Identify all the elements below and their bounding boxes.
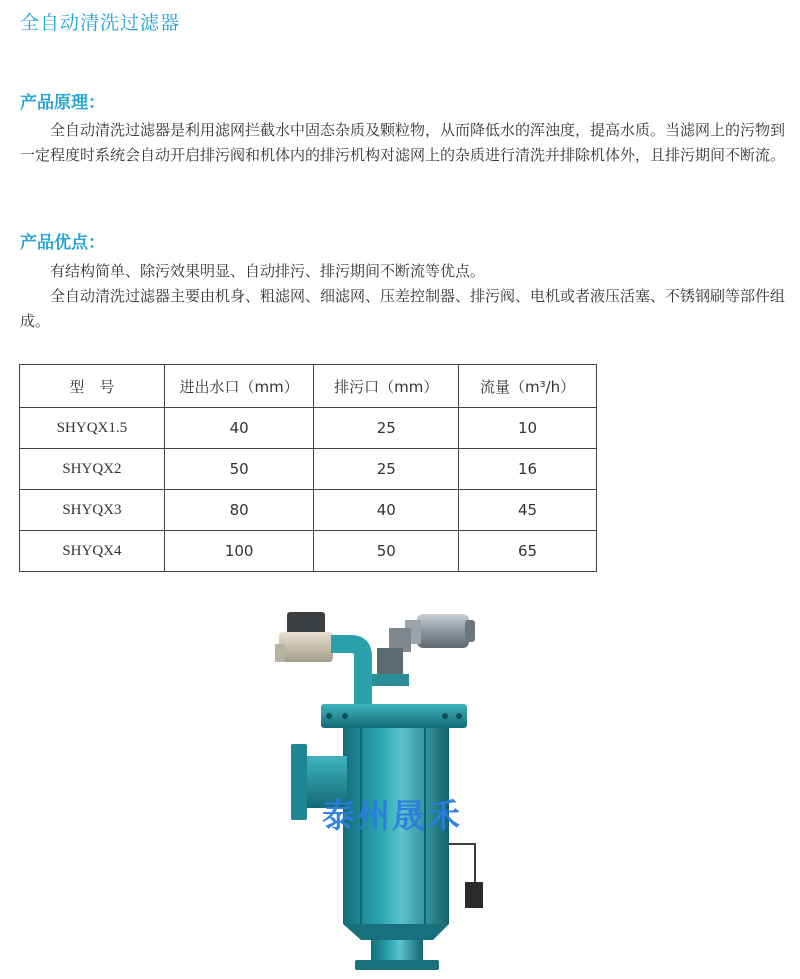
valve-body [279, 632, 333, 662]
cell-flow: 10 [459, 408, 597, 449]
cell-model: SHYQX2 [20, 449, 165, 490]
cell-inlet: 40 [164, 408, 314, 449]
motor-group [389, 614, 475, 652]
advantages-paragraph-1: 有结构简单、除污效果明显、自动排污、排污期间不断流等优点。 [50, 262, 486, 280]
motor-body [417, 614, 469, 648]
cell-inlet: 50 [164, 449, 314, 490]
watermark-text: 泰州晟禾 [322, 796, 462, 835]
drain-pipe [331, 644, 363, 704]
cell-model: SHYQX4 [20, 531, 165, 572]
header-drain: 排污口（mm） [314, 365, 459, 408]
table-row [20, 408, 597, 449]
cell-model: SHYQX1.5 [20, 408, 165, 449]
cell-flow: 65 [459, 531, 597, 572]
cell-model: SHYQX3 [20, 490, 165, 531]
valve-port [275, 644, 285, 662]
cell-drain: 25 [314, 408, 459, 449]
motor-cap [465, 620, 475, 642]
section-heading-advantages: 产品优点： [20, 233, 105, 253]
bottom-cone [343, 924, 449, 940]
cell-inlet: 80 [164, 490, 314, 531]
cell-inlet: 100 [164, 531, 314, 572]
cell-drain: 25 [314, 449, 459, 490]
top-collar [371, 674, 409, 686]
principle-paragraph: 全自动清洗过滤器是利用滤网拦截水中固态杂质及颗粒物，从而降低水的浑浊度，提高水质。当滤网上的污物到一定程度时系统会自动开启排污阀和机体内的排污机构对滤网上的杂质进行清洗并排除机体外，且排污期间不断流。 [20, 121, 786, 164]
filter-product-image [265, 604, 505, 972]
table-row [20, 449, 597, 490]
header-model: 型 号 [20, 365, 165, 408]
pressure-switch [465, 882, 483, 908]
table-row [20, 531, 597, 572]
header-flow: 流量（m³/h） [459, 365, 597, 408]
solenoid-head [287, 612, 325, 634]
cell-flow: 16 [459, 449, 597, 490]
advantages-text [20, 259, 790, 334]
table-row [20, 490, 597, 531]
cell-drain: 40 [314, 490, 459, 531]
spec-table [19, 364, 597, 572]
principle-text [20, 118, 790, 168]
top-shaft [377, 648, 403, 678]
drain-valve-group [275, 612, 333, 662]
inlet-flange [291, 744, 307, 820]
advantages-paragraph-2: 全自动清洗过滤器主要由机身、粗滤网、细滤网、压差控制器、排污阀、电机或者液压活塞、不锈钢刷等部件组成。 [20, 287, 786, 330]
section-heading-principle: 产品原理： [20, 93, 105, 113]
cell-flow: 45 [459, 490, 597, 531]
outlet-pipe [371, 940, 423, 962]
header-inlet: 进出水口（mm） [164, 365, 314, 408]
table-header-row [20, 365, 597, 408]
outlet-flange [355, 960, 439, 970]
page-title: 全自动清洗过滤器 [20, 12, 181, 34]
cell-drain: 50 [314, 531, 459, 572]
